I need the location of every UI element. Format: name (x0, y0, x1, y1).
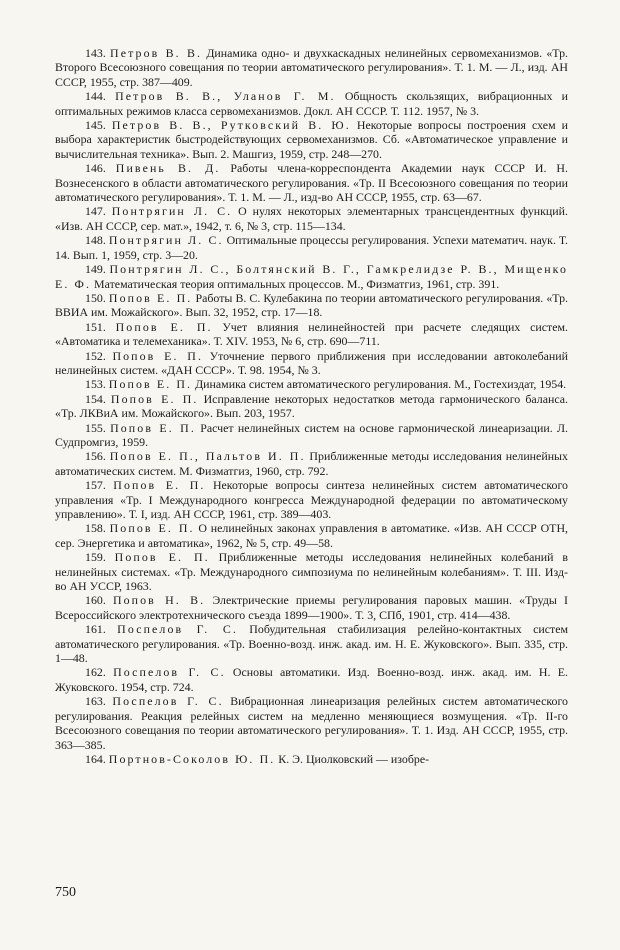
reference-text: О нулях некоторых элементарных трансцендентных функций. «Изв. АН СССР, сер. мат.», 1942, т. 6, № 3, стр. 115—134. (55, 204, 568, 233)
reference-number: 153. (85, 377, 106, 392)
reference-authors: Понтрягин Л. С. (111, 204, 233, 219)
reference-text: Исправление некоторых недостатков метода гармонического баланса. «Тр. ЛКВиА им. Можайского». Вып. 203, 1957. (55, 391, 569, 421)
page-number: 750 (55, 885, 76, 900)
reference-number: 154. (85, 391, 106, 406)
reference-number: 150. (85, 290, 106, 305)
reference-number: 163. (85, 694, 106, 709)
reference-authors: Попов Е. П. (113, 478, 206, 493)
reference-number: 157. (85, 478, 106, 493)
reference-text: Учет влияния нелинейностей при расчете следящих систем. «Автоматика и телемеханика». Т. XIV. 1953, № 6, стр. 690—711. (55, 319, 568, 349)
reference-entry (55, 118, 568, 161)
reference-authors: Поспелов Г. С. (112, 694, 224, 709)
reference-text: Математическая теория оптимальных процессов. М., Физматгиз, 1961, стр. 391. (91, 276, 500, 291)
reference-entry (55, 349, 568, 378)
reference-entry (55, 291, 568, 320)
reference-number: 144. (85, 89, 106, 104)
reference-text: Работы члена-корреспондента Академии наук СССР И. Н. Вознесенского в области автоматического регулирования. «Тр. II Всесоюзного совещания по теории автоматического регулирования». Т. 1. М. — Л., изд-во АН СССР, 1955, стр. 63—67. (55, 161, 568, 205)
reference-text: Некоторые вопросы построения схем и выбора характеристик быстродействующих сервомеханизмов. Сб. «Автоматическое управление и вычислительная техника». Вып. 2. Машгиз, 1959, стр. 248—270. (55, 118, 568, 161)
reference-list (55, 46, 568, 766)
reference-entry (55, 262, 568, 291)
reference-authors: Поспелов Г. С. (117, 622, 238, 637)
reference-entry (55, 752, 568, 766)
reference-text: Динамика систем автоматического регулирования. М., Гостехиздат, 1954. (192, 377, 567, 392)
reference-entry (55, 550, 568, 593)
reference-number: 155. (85, 420, 106, 435)
reference-text: Основы автоматики. Изд. Военно-возд. инж. акад. им. Н. Е. Жуковского. 1954, стр. 724. (55, 665, 568, 694)
reference-entry (55, 665, 568, 694)
reference-number: 162. (85, 665, 106, 680)
reference-authors: Попов Е. П. (114, 550, 210, 565)
reference-authors: Понтрягин Л. С. (108, 233, 224, 248)
reference-text: Вибрационная линеаризация релейных систем автоматического регулирования. Реакция релейных систем на медленно меняющиеся возмущения. «Тр. II-го Всесоюзного совещания по теории автоматического регулирования». Т. 1. Изд. АН СССР, 1955, стр. 363—385. (55, 694, 568, 752)
reference-authors: Петров В. В., Уланов Г. М. (115, 89, 336, 104)
reference-text: Работы В. С. Кулебакина по теории автоматического регулирования. «Тр. ВВИА им. Можайского». Вып. 32, 1952, стр. 17—18. (55, 290, 569, 320)
reference-number: 158. (85, 521, 106, 536)
reference-authors: Попов Е. П. (110, 420, 196, 435)
reference-authors: Попов Е. П. (109, 521, 195, 536)
reference-authors: Петров В. В., Рутковский В. Ю. (111, 118, 351, 133)
reference-authors: Попов Н. В. (112, 593, 206, 608)
reference-number: 145. (85, 118, 106, 133)
reference-number: 147. (85, 204, 106, 219)
reference-entry (55, 392, 568, 421)
reference-number: 161. (85, 622, 106, 637)
reference-entry (55, 233, 568, 262)
reference-authors: Попов Е. П. (112, 348, 204, 363)
reference-number: 143. (85, 46, 106, 60)
reference-number: 156. (85, 449, 106, 464)
reference-text: Оптимальные процессы регулирования. Успехи математич. наук. Т. 14. Вып. 1, 1959, стр. 3—20. (55, 233, 568, 262)
reference-number: 151. (85, 319, 106, 334)
reference-number: 164. (85, 751, 106, 766)
reference-number: 160. (85, 593, 106, 608)
reference-number: 159. (85, 550, 106, 565)
reference-authors: Понтрягин Л. С., Болтянский В. Г., Гамкрелидзе Р. В., Мищенко Е. Ф. (55, 262, 568, 291)
reference-authors: Петров В. В. (110, 46, 203, 60)
reference-text: О нелинейных законах управления в автоматике. «Изв. АН СССР ОТН, сер. Энергетика и автоматика», 1962, № 5, стр. 49—58. (55, 521, 569, 550)
reference-text: Некоторые вопросы синтеза нелинейных систем автоматического управления «Тр. I Международного конгресса Международной федерации по автоматическому управлению». Т. I, изд. АН СССР, 1961, стр. 389—403. (55, 478, 569, 521)
reference-authors: Попов Е. П. (108, 290, 193, 305)
reference-text: Приближенные методы исследования нелинейных колебаний в нелинейных системах. «Тр. Международного симпозиума по нелинейным колебаниям». Т. III. Изд-во АН УССР, 1963. (55, 550, 568, 594)
reference-text: К. Э. Циолковский — изобре- (275, 751, 430, 766)
reference-text: Приближенные методы исследования нелинейных автоматических систем. М. Физматгиз, 1960, стр. 792. (55, 449, 568, 478)
reference-entry (55, 46, 568, 89)
reference-entry (55, 161, 568, 204)
reference-entry (55, 89, 568, 118)
reference-number: 152. (85, 348, 106, 363)
reference-number: 149. (85, 262, 106, 277)
reference-authors: Портнов-Соколов Ю. П. (108, 751, 276, 766)
reference-authors: Попов Е. П., Пальтов И. П. (109, 449, 306, 464)
reference-authors: Пивень В. Д. (115, 161, 221, 176)
reference-entry (55, 377, 568, 391)
reference-text: Общность скользящих, вибрационных и оптимальных режимов класса сервомеханизмов. Докл. АН СССР. Т. 112. 1957, № 3. (55, 89, 568, 118)
reference-authors: Поспелов Г. С. (113, 665, 226, 680)
reference-number: 148. (85, 233, 106, 248)
reference-text: Расчет нелинейных систем на основе гармонической линеаризации. Л. Судпромгиз, 1959. (55, 420, 569, 449)
reference-entry (55, 421, 568, 450)
reference-text: Электрические приемы регулирования паровых машин. «Труды I Всероссийского электротехнического съезда 1899—1900». Т. 3, СПб, 1901, стр. 414—438. (55, 593, 568, 622)
reference-authors: Попов Е. П. (108, 377, 193, 392)
reference-entry (55, 320, 568, 349)
reference-entry (55, 521, 568, 550)
reference-text: Динамика одно- и двухкаскадных нелинейных сервомеханизмов. «Тр. Второго Всесоюзного совещания по теории автоматического регулирования». Т. 1. М. — Л., изд. АН СССР, 1955, стр. 387—409. (55, 46, 568, 89)
reference-number: 146. (85, 161, 106, 176)
reference-text: Уточнение первого приближения при исследовании автоколебаний нелинейных систем. «ДАН СССР». Т. 98. 1954, № 3. (55, 348, 568, 377)
reference-entry (55, 478, 568, 521)
reference-entry (55, 622, 568, 665)
reference-entry (55, 204, 568, 233)
reference-entry (55, 449, 568, 478)
reference-authors: Попов Е. П. (110, 391, 199, 406)
reference-entry (55, 593, 568, 622)
reference-authors: Попов Е. П. (115, 319, 213, 334)
reference-entry (55, 694, 568, 752)
reference-text: Побудительная стабилизация релейно-контактных систем автоматического регулирования. «Тр. Военно-возд. инж. акад. им. Н. Е. Жуковского». Вып. 335, стр. 1—48. (55, 622, 568, 666)
